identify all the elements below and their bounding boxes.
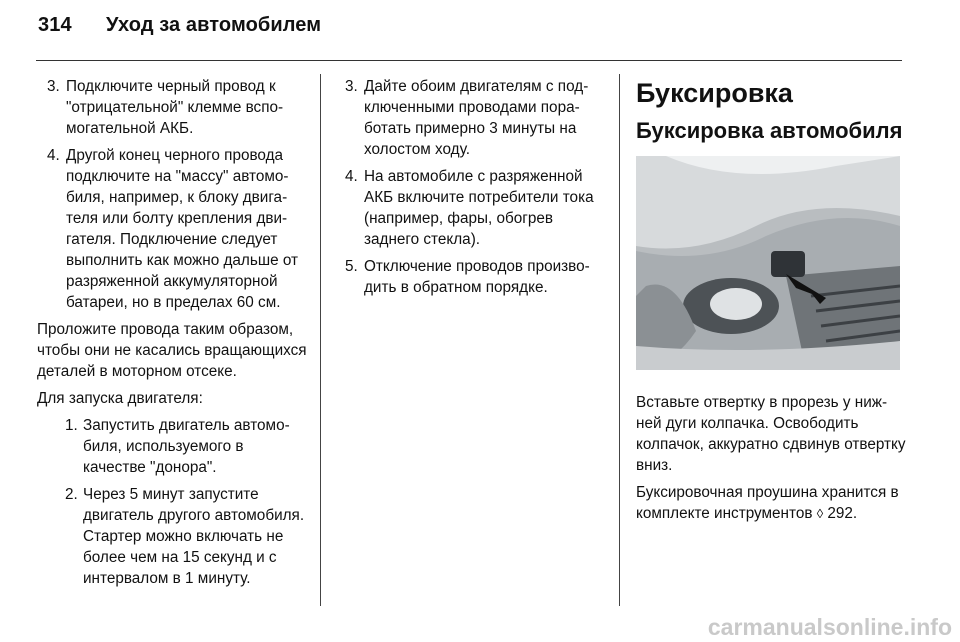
item-number: 5. (345, 258, 358, 275)
item-number: 3. (345, 78, 358, 95)
page-title: Уход за автомобилем (106, 14, 322, 36)
item-number: 1. (65, 417, 78, 434)
item-text: На автомобиле с разряженной АКБ включите потребители тока (например, фары, обогрев заднего стекла). (364, 168, 594, 248)
start-steps-list (37, 415, 307, 589)
reference-arrow-icon: ◊ (816, 506, 824, 521)
list-item (335, 256, 607, 298)
list-item (335, 166, 607, 250)
paragraph: Для запуска двигателя: (37, 390, 203, 407)
header-rule (36, 60, 902, 61)
item-text: Через 5 минут запустите двигатель другого автомобиля. Стартер можно включать не более чем на 15 секунд и с интервалом в 1 минуту. (83, 486, 305, 587)
list-item (37, 145, 307, 313)
watermark: carmanualsonline.info (707, 614, 952, 640)
column-left (37, 76, 307, 595)
item-number: 4. (47, 147, 60, 164)
column-right (636, 76, 906, 530)
column-divider (619, 74, 620, 606)
page-header (38, 14, 321, 37)
item-number: 4. (345, 168, 358, 185)
item-text: Отключение проводов производить в обратном порядке. (364, 258, 590, 296)
list-item (335, 76, 607, 160)
list-item (37, 415, 307, 478)
item-text: Подключите черный провод к "отрицательной" клемме вспомогательной АКБ. (66, 78, 284, 137)
column-divider (320, 74, 321, 606)
paragraph: Вставьте отвертку в прорезь у нижней дуги колпачка. Освободить колпачок, аккуратно сдвинув отвертку вниз. (636, 394, 906, 474)
page-number: 314 (38, 14, 72, 36)
section-subheading: Буксировка автомобиля (636, 118, 903, 143)
list-item (37, 484, 307, 589)
item-number: 3. (47, 78, 60, 95)
steps-list (37, 76, 307, 313)
paragraph-text: Буксировочная проушина хранится в комплекте инструментов (636, 484, 899, 522)
car-front-photo (636, 156, 900, 370)
paragraph: Проложите провода таким образом, чтобы они не касались вращающихся деталей в моторном отсеке. (37, 321, 307, 380)
paragraph (636, 482, 906, 524)
item-text: Запустить двигатель автомобиля, используемого в качестве "донора". (83, 417, 290, 476)
section-heading: Буксировка (636, 78, 793, 108)
steps-list (335, 76, 607, 298)
list-item (37, 76, 307, 139)
page-reference[interactable]: 292. (827, 505, 858, 522)
column-middle (335, 76, 607, 304)
item-number: 2. (65, 486, 78, 503)
item-text: Дайте обоим двигателям с подключенными проводами поработать примерно 3 минуты на холостом ходу. (364, 78, 589, 158)
item-text: Другой конец черного провода подключите на "массу" автомобиля, например, к блоку двигателя или болту крепления двигателя. Подключение следует выполнить как можно дальше от разряженной аккумуляторной батареи, но в пределах 60 см. (66, 147, 299, 311)
